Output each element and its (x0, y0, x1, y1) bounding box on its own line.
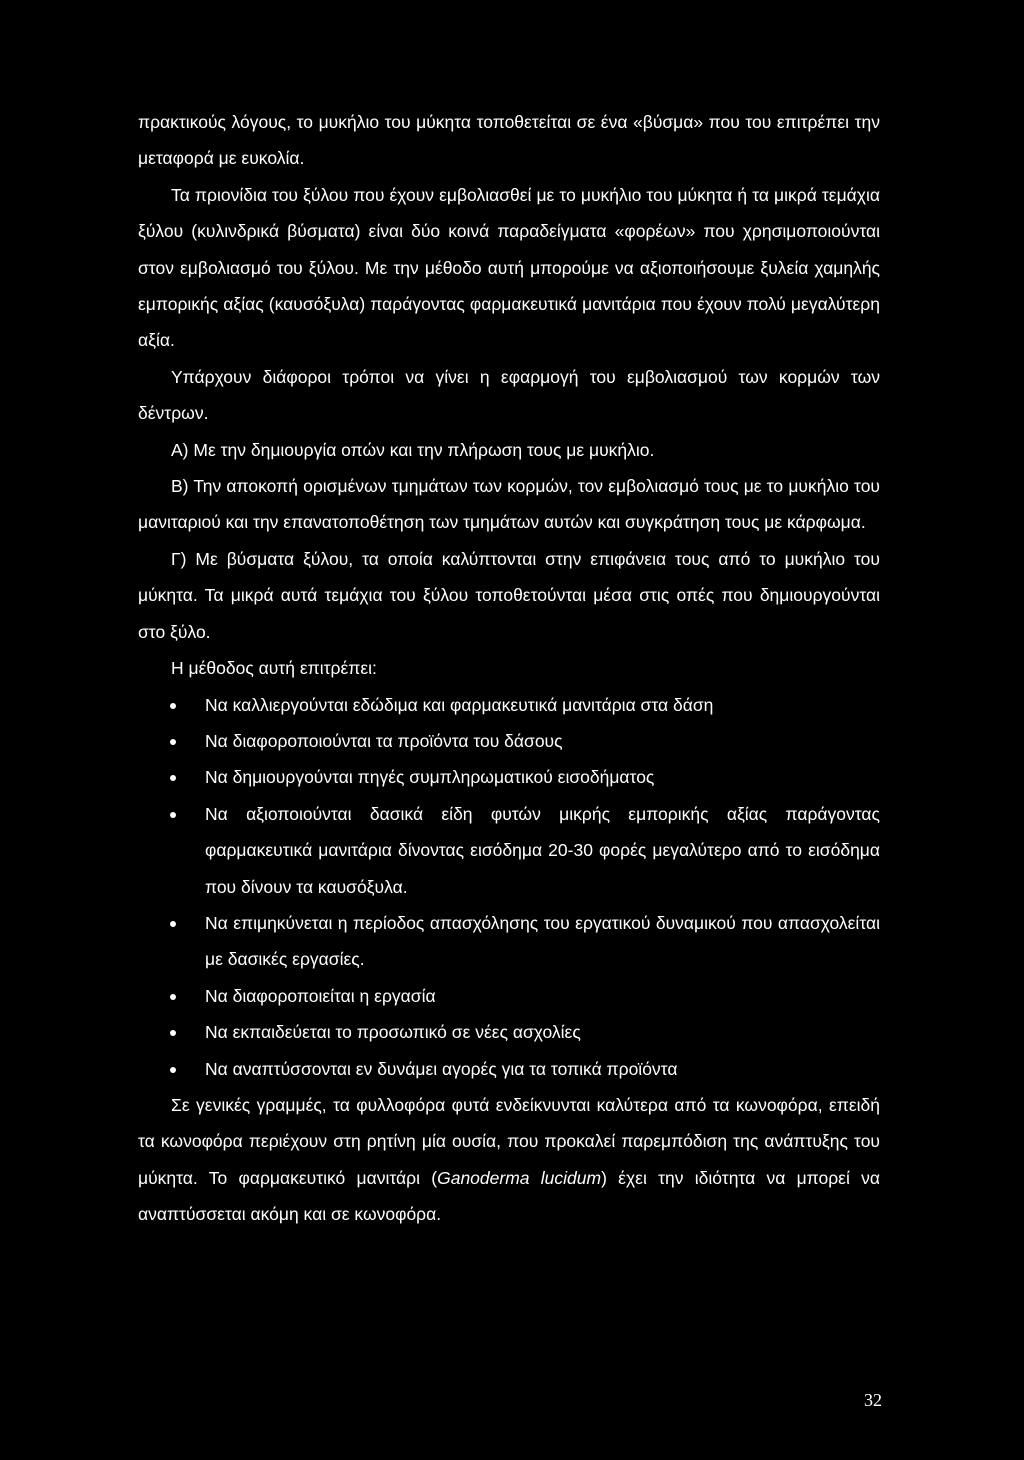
paragraph-method-c: Γ) Με βύσματα ξύλου, τα οποία καλύπτονται στην επιφάνεια τους από το μυκήλιο του μύκητα. Τα μικρά αυτά τεμάχια του ξύλου τοποθετούνται μέσα στις οπές που δημιουργούνται στο ξύλο. (138, 548, 880, 642)
page-number: 32 (864, 1390, 882, 1410)
list-item: Να αξιοποιούνται δασικά είδη φυτών μικρής εμπορικής αξίας παράγοντας φαρμακευτικά μανιτάρια δίνοντας εισόδημα 20-30 φορές μεγαλύτερο από το εισόδημα που δίνουν τα καυσόξυλα. (138, 796, 880, 905)
list-item: Να δημιουργούνται πηγές συμπληρωματικού εισοδήματος (138, 759, 880, 795)
list-item: Να επιμηκύνεται η περίοδος απασχόλησης του εργατικού δυναμικού που απασχολείται με δασικές εργασίες. (138, 905, 880, 978)
benefits-list (138, 687, 880, 1087)
paragraph-method-a: Α) Με την δημιουργία οπών και την πλήρωση τους με μυκήλιο. (171, 439, 655, 460)
paragraph-2: Τα πριονίδια του ξύλου που έχουν εμβολιασθεί με το μυκήλιο του μύκητα ή τα μικρά τεμάχια ξύλου (κυλινδρικά βύσματα) είναι δύο κοινά παραδείγματα «φορέων» που χρησιμοποιούνται στον εμβολιασμό του ξύλου. Με την μέθοδο αυτή μπορούμε να αξιοποιήσουμε ξυλεία χαμηλής εμπορικής αξίας (καυσόξυλα) παράγοντας φαρμακευτικά μανιτάρια που έχουν πολύ μεγαλύτερη αξία. (138, 184, 880, 351)
bullet-icon (170, 775, 176, 781)
bullet-icon (170, 1030, 176, 1036)
list-item: Να διαφοροποιείται η εργασία (138, 978, 880, 1014)
bullet-icon (170, 994, 176, 1000)
paragraph-benefits-intro: Η μέθοδος αυτή επιτρέπει: (171, 658, 377, 679)
bullet-icon (170, 921, 176, 927)
paragraph-1: πρακτικούς λόγους, το μυκήλιο του μύκητα τοποθετείται σε ένα «βύσμα» που του επιτρέπει την μεταφορά με ευκολία. (138, 112, 880, 169)
bullet-icon (170, 1067, 176, 1073)
paragraph-3: Υπάρχουν διάφοροι τρόποι να γίνει η εφαρμογή του εμβολιασμού των κορμών των δέντρων. (138, 366, 880, 424)
bullet-icon (170, 703, 176, 709)
species-name: Ganoderma lucidum (437, 1167, 602, 1188)
bullet-icon (170, 739, 176, 745)
bullet-icon (170, 812, 176, 818)
list-item: Να εκπαιδεύεται το προσωπικό σε νέες ασχολίες (138, 1014, 880, 1050)
paragraph-conclusion: Σε γενικές γραμμές, τα φυλλοφόρα φυτά ενδείκνυνται καλύτερα από τα κωνοφόρα, επειδή τα κωνοφόρα περιέχουν στη ρητίνη μία ουσία, που προκαλεί παρεμπόδιση της ανάπτυξης του μύκητα. Το φαρμακευτικό μανιτάρι (Ganoderma lucidum) έχει την ιδιότητα να μπορεί να αναπτύσσεται ακόμη και σε κωνοφόρα. (138, 1094, 881, 1225)
list-item: Να διαφοροποιούνται τα προϊόντα του δάσους (138, 723, 880, 759)
list-item: Να καλλιεργούνται εδώδιμα και φαρμακευτικά μανιτάρια στα δάση (138, 687, 880, 723)
paragraph-method-b: Β) Την αποκοπή ορισμένων τμημάτων των κορμών, τον εμβολιασμό τους με το μυκήλιο του μανιταριού και την επανατοποθέτηση των τμημάτων αυτών και συγκράτηση τους με κάρφωμα. (138, 476, 880, 533)
body-text (138, 104, 880, 1233)
list-item: Να αναπτύσσονται εν δυνάμει αγορές για τα τοπικά προϊόντα (138, 1051, 880, 1087)
